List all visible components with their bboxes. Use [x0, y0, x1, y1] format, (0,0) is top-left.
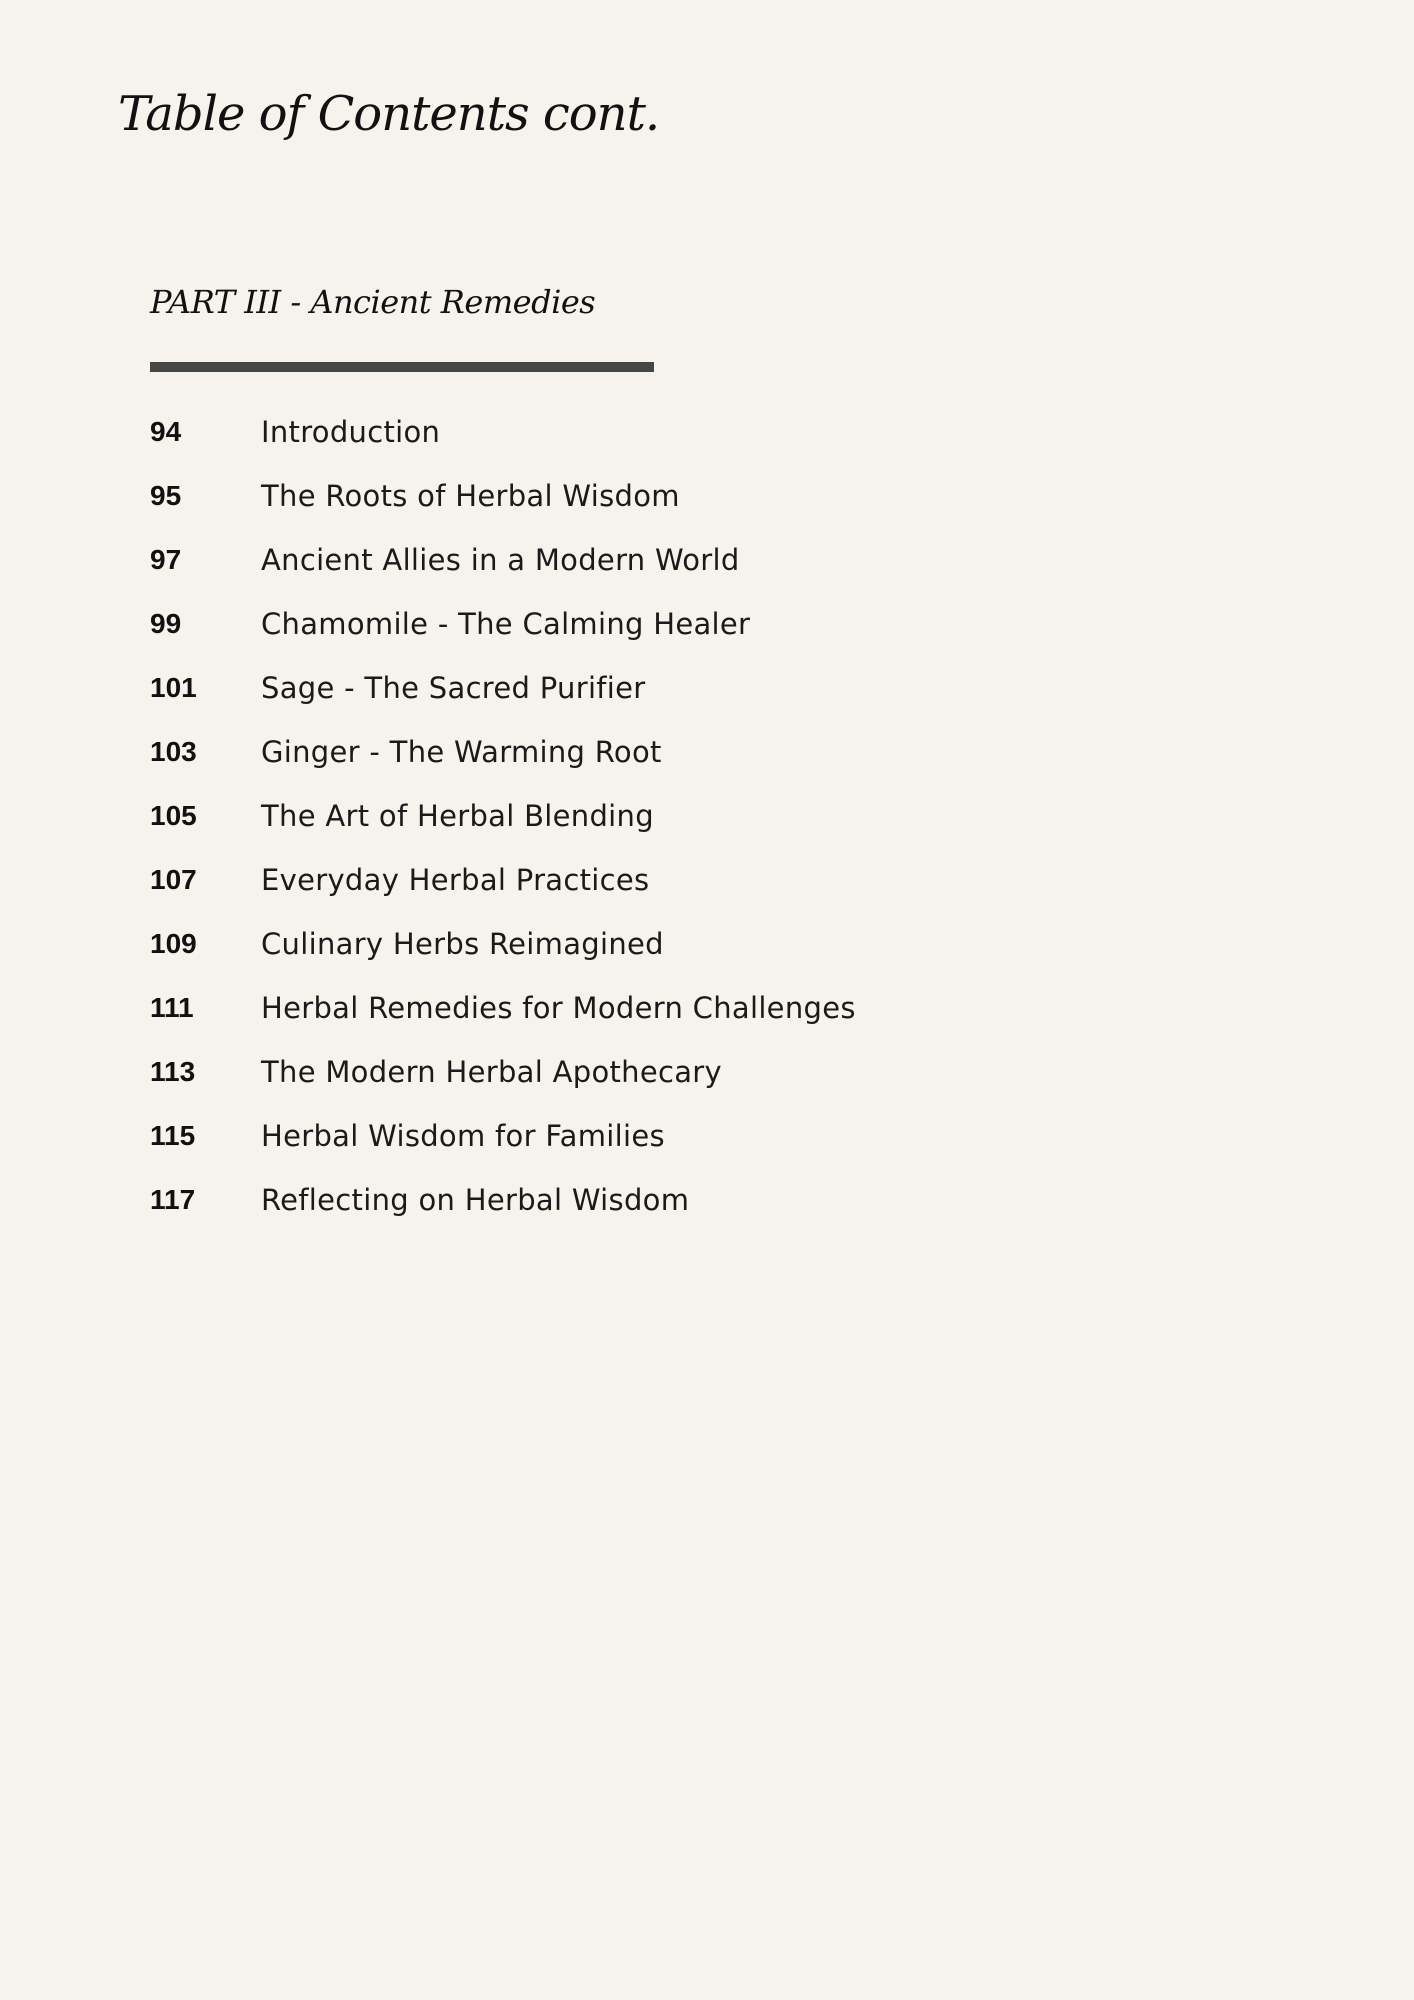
toc-page-number: 111: [150, 992, 194, 1023]
toc-page-number: 101: [150, 672, 197, 703]
toc-entry-reflecting[interactable]: [150, 1168, 856, 1232]
toc-entry-label: The Art of Herbal Blending: [261, 799, 654, 833]
toc-entry-label: Reflecting on Herbal Wisdom: [261, 1183, 690, 1217]
toc-page-number: 117: [150, 1184, 196, 1215]
toc-entry-introduction[interactable]: [150, 400, 856, 464]
toc-entry-roots-of-herbal-wisdom[interactable]: [150, 464, 856, 528]
toc-page-number: 99: [150, 608, 182, 639]
toc-entry-families[interactable]: [150, 1104, 856, 1168]
toc-page-number: 105: [150, 800, 197, 831]
toc-page-number: 107: [150, 864, 197, 895]
toc-entry-modern-challenges[interactable]: [150, 976, 856, 1040]
section-title: PART III - Ancient Remedies: [150, 283, 596, 321]
toc-entry-label: Sage - The Sacred Purifier: [261, 671, 646, 705]
toc-entry-label: Ancient Allies in a Modern World: [261, 543, 740, 577]
toc-entry-herbal-apothecary[interactable]: [150, 1040, 856, 1104]
toc-entry-label: Everyday Herbal Practices: [261, 863, 650, 897]
toc-entry-label: Herbal Wisdom for Families: [261, 1119, 665, 1153]
toc-entry-ginger[interactable]: [150, 720, 856, 784]
toc-entry-culinary-herbs[interactable]: [150, 912, 856, 976]
toc-entry-ancient-allies[interactable]: [150, 528, 856, 592]
toc-page-number: 113: [150, 1056, 196, 1087]
toc-entry-label: Introduction: [261, 415, 441, 449]
toc-page-number: 95: [150, 480, 182, 511]
toc-entry-label: Chamomile - The Calming Healer: [261, 607, 751, 641]
page-title: Table of Contents cont.: [118, 86, 660, 142]
toc-page-number: 97: [150, 544, 182, 575]
toc-entry-sage[interactable]: [150, 656, 856, 720]
toc-list: [150, 400, 856, 1232]
toc-page-number: 109: [150, 928, 197, 959]
toc-entry-everyday-practices[interactable]: [150, 848, 856, 912]
toc-page-number: 115: [150, 1120, 196, 1151]
toc-entry-chamomile[interactable]: [150, 592, 856, 656]
toc-page-number: 94: [150, 416, 182, 447]
toc-entry-herbal-blending[interactable]: [150, 784, 856, 848]
toc-entry-label: Culinary Herbs Reimagined: [261, 927, 664, 961]
toc-entry-label: The Modern Herbal Apothecary: [261, 1055, 722, 1089]
toc-entry-label: Ginger - The Warming Root: [261, 735, 662, 769]
toc-entry-label: Herbal Remedies for Modern Challenges: [261, 991, 856, 1025]
toc-page-number: 103: [150, 736, 197, 767]
section-divider: [150, 362, 654, 372]
toc-entry-label: The Roots of Herbal Wisdom: [261, 479, 680, 513]
